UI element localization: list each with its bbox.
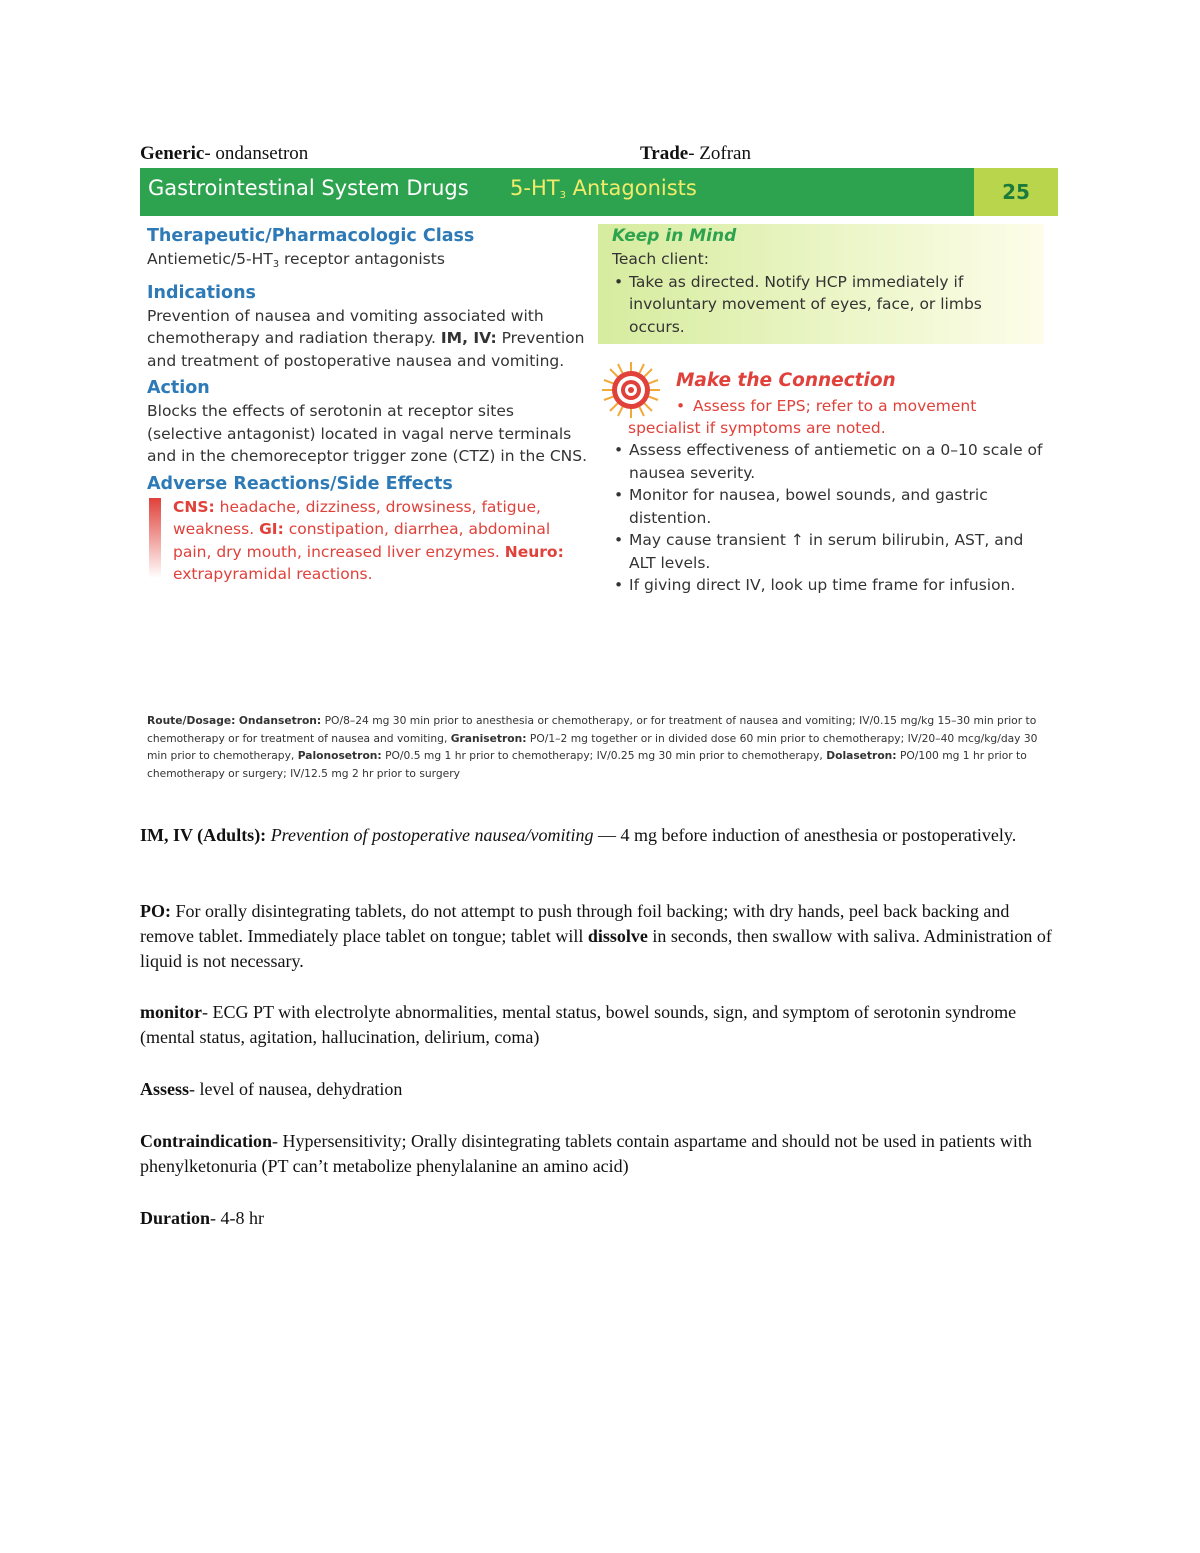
note-assess: Assess- level of nausea, dehydration <box>140 1079 403 1099</box>
note-monitor: monitor- ECG PT with electrolyte abnormalities, mental status, bowel sounds, sign, and symptom of serotonin syndrome (mental status, agitation, hallucination, delirium, coma) <box>140 1002 1017 1047</box>
make-connection-list <box>612 439 1052 597</box>
drug-card-left-column <box>147 224 587 586</box>
target-icon <box>598 360 664 420</box>
note-duration: Duration- 4-8 hr <box>140 1208 264 1228</box>
indications-heading: Indications <box>147 282 256 303</box>
action-heading: Action <box>147 378 210 398</box>
make-connection-first-item: • Assess for EPS; refer to a movement specialist if symptoms are noted. <box>628 397 977 437</box>
adverse-effects: CNS: headache, dizziness, drowsiness, fatigue, weakness. GI: constipation, diarrhea, abdominal pain, dry mouth, increased liver enzymes. Neuro: extrapyramidal reactions. <box>147 496 587 586</box>
generic-name: Generic- ondansetron <box>140 143 309 164</box>
banner-subtitle: 5-HT3 Antagonists <box>510 176 697 201</box>
keep-in-mind-intro: Teach client: <box>612 250 709 268</box>
keep-in-mind-list <box>612 271 1030 339</box>
make-connection-heading: Make the Connection <box>676 370 896 391</box>
note-contraindication: Contraindication- Hypersensitivity; Orally disintegrating tablets contain aspartame and should not be used in patients with phenylketonuria (PT can’t metabolize phenylalanine an amino acid) <box>140 1131 1032 1176</box>
class-text: Antiemetic/5-HT3 receptor antagonists <box>147 250 445 270</box>
list-item: • If giving direct IV, look up time frame for infusion. <box>612 574 1052 597</box>
page-number: 25 <box>974 168 1058 216</box>
keep-in-mind-heading: Keep in Mind <box>612 226 737 246</box>
list-item: • Assess effectiveness of antiemetic on a 0–10 scale of nausea severity. <box>612 439 1052 484</box>
action-text: Blocks the effects of serotonin at receptor sites (selective antagonist) located in vagal nerve terminals and in the chemoreceptor trigger zone (CTZ) in the CNS. <box>147 402 588 465</box>
banner-title: Gastrointestinal System Drugs <box>148 176 469 200</box>
bullet: • <box>676 397 686 415</box>
trade-name: Trade- Zofran <box>640 143 751 164</box>
note-im-iv: IM, IV (Adults): Prevention of postoperative nausea/vomiting — 4 mg before induction of anesthesia or postoperatively. <box>140 825 1017 845</box>
note-po: PO: For orally disintegrating tablets, do not attempt to push through foil backing; with dry hands, peel back backing and remove tablet. Immediately place tablet on tongue; tablet will dissolve in seconds, then swallow with saliva. Administration of liquid is not necessary. <box>140 901 1052 971</box>
indications-text: Prevention of nausea and vomiting associated with chemotherapy and radiation therapy. IM, IV: Prevention and treatment of postoperative nausea and vomiting. <box>147 306 585 370</box>
list-item: • Take as directed. Notify HCP immediately if involuntary movement of eyes, face, or limbs occurs. <box>612 271 1030 339</box>
adverse-accent-bar <box>149 498 161 578</box>
adverse-heading: Adverse Reactions/Side Effects <box>147 473 453 494</box>
class-heading: Therapeutic/Pharmacologic Class <box>147 226 475 246</box>
list-item: • May cause transient ↑ in serum bilirubin, AST, and ALT levels. <box>612 529 1052 574</box>
keep-in-mind-box <box>598 224 1044 344</box>
route-dosage: Route/Dosage: Ondansetron: PO/8–24 mg 30 min prior to anesthesia or chemotherapy, or for treatment of nausea and vomiting; IV/0.15 mg/kg 15–30 min prior to chemotherapy or for treatment of nausea and vomiting, Granisetron: PO/1–2 mg together or in divided dose 60 min prior to chemotherapy; IV/20–40 mcg/kg/day 30 min prior to chemotherapy, Palonosetron: PO/0.5 mg 1 hr prior to chemotherapy; IV/0.25 mg 30 min prior to chemotherapy, Dolasetron: PO/100 mg 1 hr prior to chemotherapy or surgery; IV/12.5 mg 2 hr prior to surgery <box>147 714 1038 780</box>
list-item: • Monitor for nausea, bowel sounds, and gastric distention. <box>612 484 1052 529</box>
drug-name-line <box>140 143 1060 165</box>
section-banner <box>140 168 1058 216</box>
